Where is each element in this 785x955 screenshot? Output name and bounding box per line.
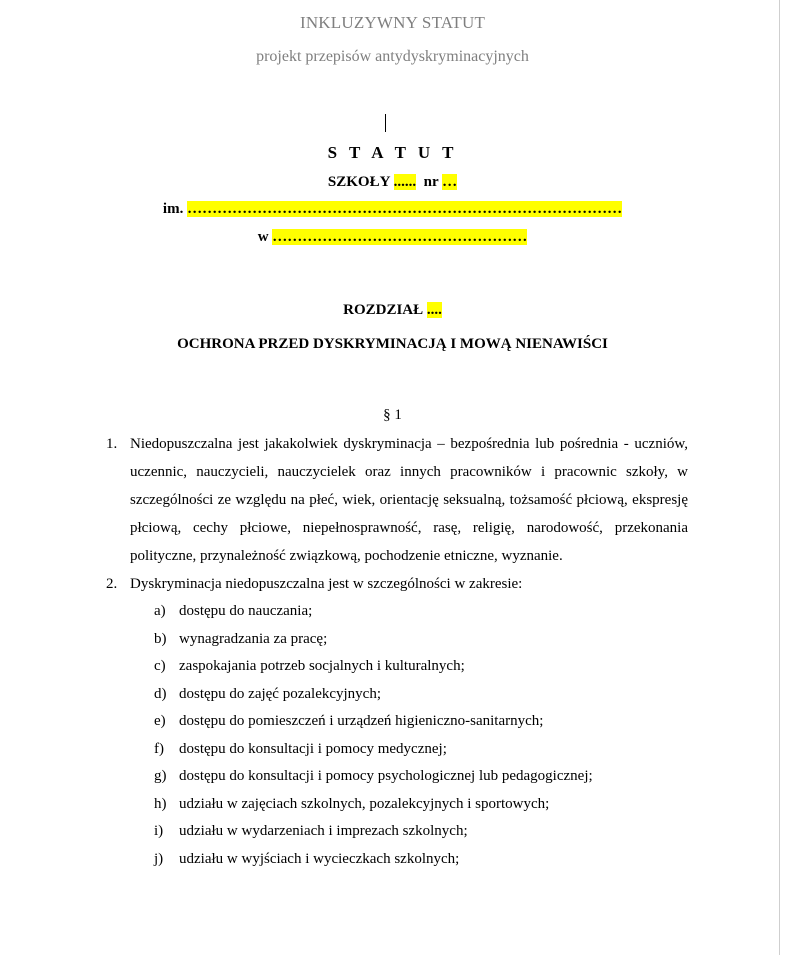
sub-item-letter: a) [154,603,166,619]
sub-list-item [106,846,688,874]
sub-item-text: dostępu do nauczania; [179,603,313,619]
sub-list-item [106,653,688,681]
header-subtitle: projekt przepisów antydyskryminacyjnych [256,48,529,65]
sub-list-item [106,681,688,709]
nr-blank[interactable]: … [442,174,458,190]
sub-list-item [106,818,688,846]
text-cursor[interactable] [385,114,386,132]
patron-blank[interactable]: …………………………………………………………………………… [187,201,623,217]
im-prefix: im. [162,201,184,217]
chapter-label: ROZDZIAŁ [343,302,424,318]
chapter-heading [0,302,785,319]
sub-list-item [106,763,688,791]
sub-list-item [106,708,688,736]
school-prefix: SZKOŁY [327,174,390,190]
sub-item-letter: h) [154,795,167,812]
nr-label: nr [423,174,439,190]
statute-title: S T A T U T [327,143,458,162]
location-blank[interactable]: …………………………………………… [272,229,528,245]
sub-list-item [106,736,688,764]
section-symbol: § 1 [383,407,402,423]
chapter-title: OCHRONA PRZED DYSKRYMINACJĄ I MOWĄ NIENAWIŚCI [177,336,608,352]
sub-item-text: dostępu do zajęć pozalekcyjnych; [179,685,382,702]
sub-item-text: udziału w wydarzeniach i imprezach szkolnych; [179,823,468,839]
sub-item-text: dostępu do konsultacji i pomocy psychologicznej lub pedagogicznej; [179,768,593,784]
item-number: 1. [106,436,118,452]
sub-item-letter: g) [154,768,167,784]
location-line [0,229,785,246]
item-text: Niedopuszczalna jest jakakolwiek dyskryminacja – bezpośrednia lub pośrednia - uczniów, uczennic, nauczycieli, nauczycielek oraz innych pracowników i pracownic szkoły, w szczególności ze względu na płeć, wiek, orientację seksualną, tożsamość płciową, ekspresję płciową, cechy płciowe, niepełnosprawność, rasę, religię, narodowość, przekonania polityczne, przynależność związkową, pochodzenie etniczne, wyznanie. [130,436,688,564]
sub-item-letter: f) [154,740,164,757]
sub-item-letter: d) [154,685,167,702]
sub-item-text: zaspokajania potrzeb socjalnych i kulturalnych; [179,658,465,674]
patron-line [0,201,785,218]
sub-item-letter: b) [154,630,167,647]
header-title: INKLUZYWNY STATUT [299,13,486,32]
section-list [106,430,688,873]
item-text: Dyskryminacja niedopuszczalna jest w szczególności w zakresie: [130,576,523,592]
list-item [106,430,688,570]
sub-item-text: dostępu do pomieszczeń i urządzeń higieniczno-sanitarnych; [179,713,544,729]
sub-item-letter: e) [154,713,166,729]
sub-list-item [106,626,688,654]
school-number-blank[interactable]: ...... [393,174,417,190]
sub-list-item [106,598,688,626]
item-number: 2. [106,576,118,592]
sub-item-text: udziału w zajęciach szkolnych, pozalekcyjnych i sportowych; [179,795,550,812]
sub-item-letter: i) [154,823,164,839]
sub-item-text: dostępu do konsultacji i pomocy medycznej; [179,740,447,757]
chapter-number-blank[interactable]: .... [426,302,442,318]
list-item [106,570,688,598]
sub-item-text: udziału w wyjściach i wycieczkach szkolnych; [179,850,460,867]
school-line [0,174,785,191]
sub-list-item [106,791,688,819]
sub-item-text: wynagradzania za pracę; [179,630,328,647]
sub-item-letter: c) [154,658,166,674]
w-prefix: w [257,229,269,245]
sub-item-letter: j) [154,850,164,867]
